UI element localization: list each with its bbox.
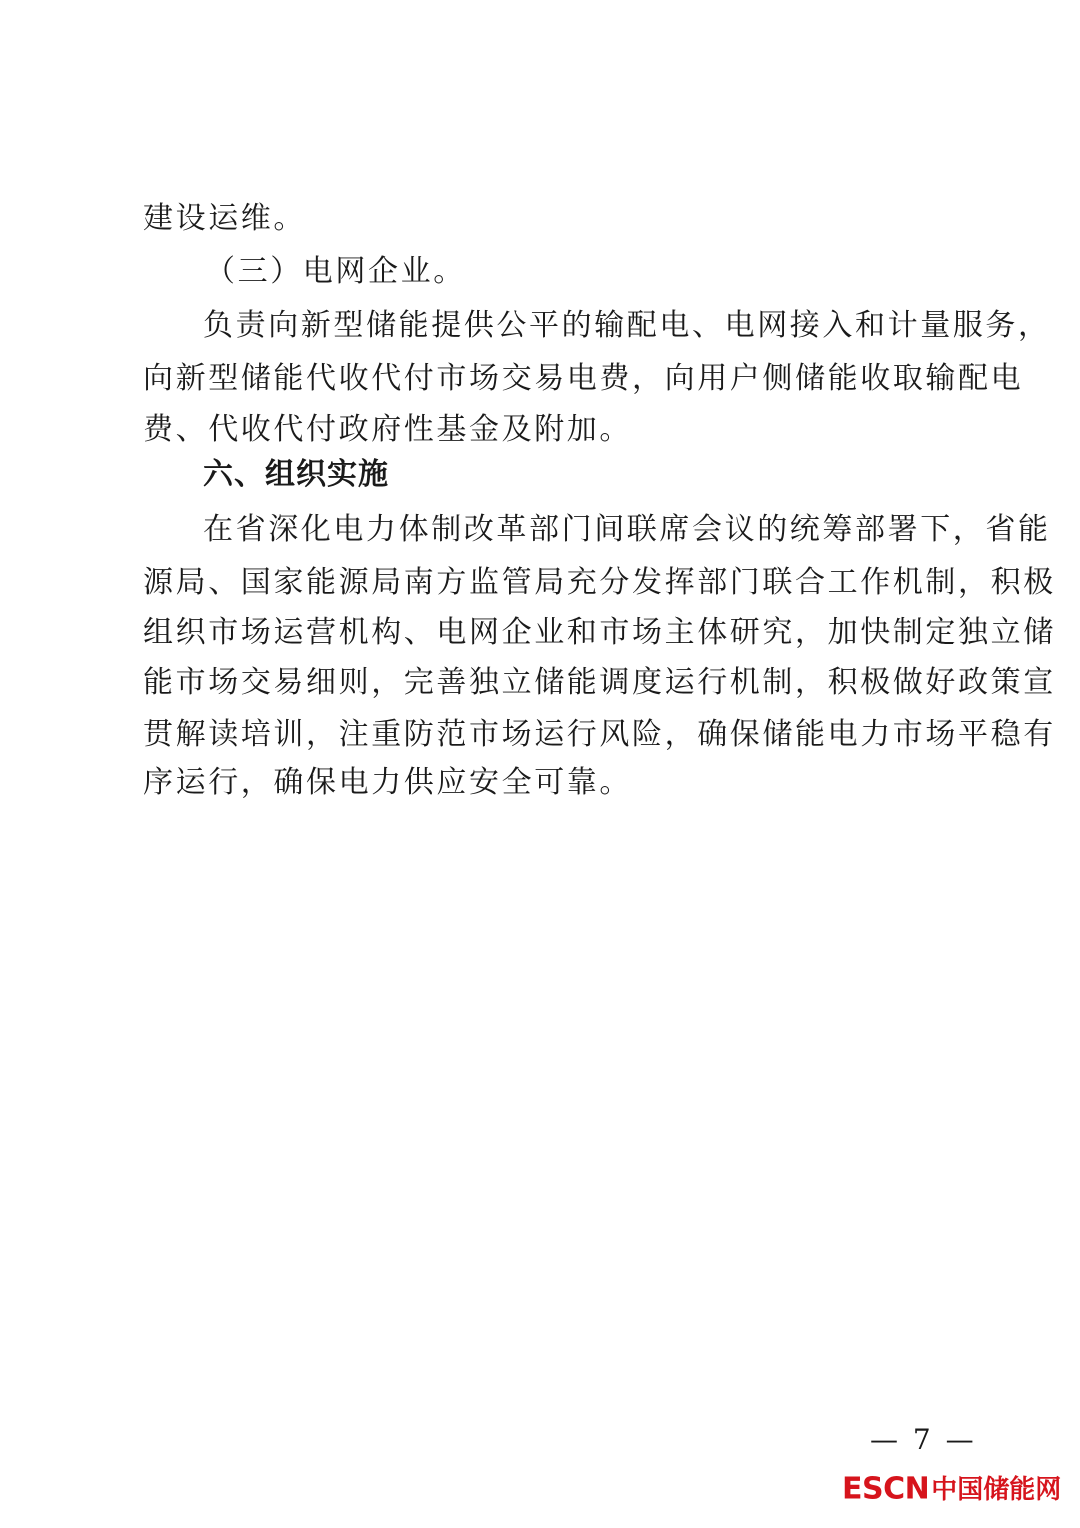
- escn-watermark-logo: [842, 1469, 1061, 1509]
- section-heading-grid-enterprise: （三）电网企业。: [205, 254, 466, 289]
- paragraph-line: 能市场交易细则，完善独立储能调度运行机制，积极做好政策宣: [143, 665, 1056, 700]
- paragraph-line: 负责向新型储能提供公平的输配电、电网接入和计量服务，: [203, 308, 1051, 343]
- section-heading-organization: 六、组织实施: [203, 457, 389, 492]
- paragraph-line: 源局、国家能源局南方监管局充分发挥部门联合工作机制，积极: [143, 565, 1056, 600]
- paragraph-line: 向新型储能代收代付市场交易电费，向用户侧储能收取输配电: [143, 361, 1024, 396]
- paragraph-line: 费、代收代付政府性基金及附加。: [143, 412, 632, 447]
- paragraph-line: 序运行，确保电力供应安全可靠。: [143, 765, 632, 800]
- paragraph-line: 贯解读培训，注重防范市场运行风险，确保储能电力市场平稳有: [143, 717, 1056, 752]
- page-number: — 7 —: [870, 1423, 977, 1456]
- paragraph-line: 在省深化电力体制改革部门间联席会议的统筹部署下，省能: [203, 512, 1051, 547]
- paragraph-line: 组织市场运营机构、电网企业和市场主体研究，加快制定独立储: [143, 615, 1056, 650]
- paragraph-line-continuation: 建设运维。: [143, 201, 306, 236]
- logo-mark: ESCN: [842, 1471, 930, 1507]
- logo-text: 中国储能网: [931, 1474, 1062, 1505]
